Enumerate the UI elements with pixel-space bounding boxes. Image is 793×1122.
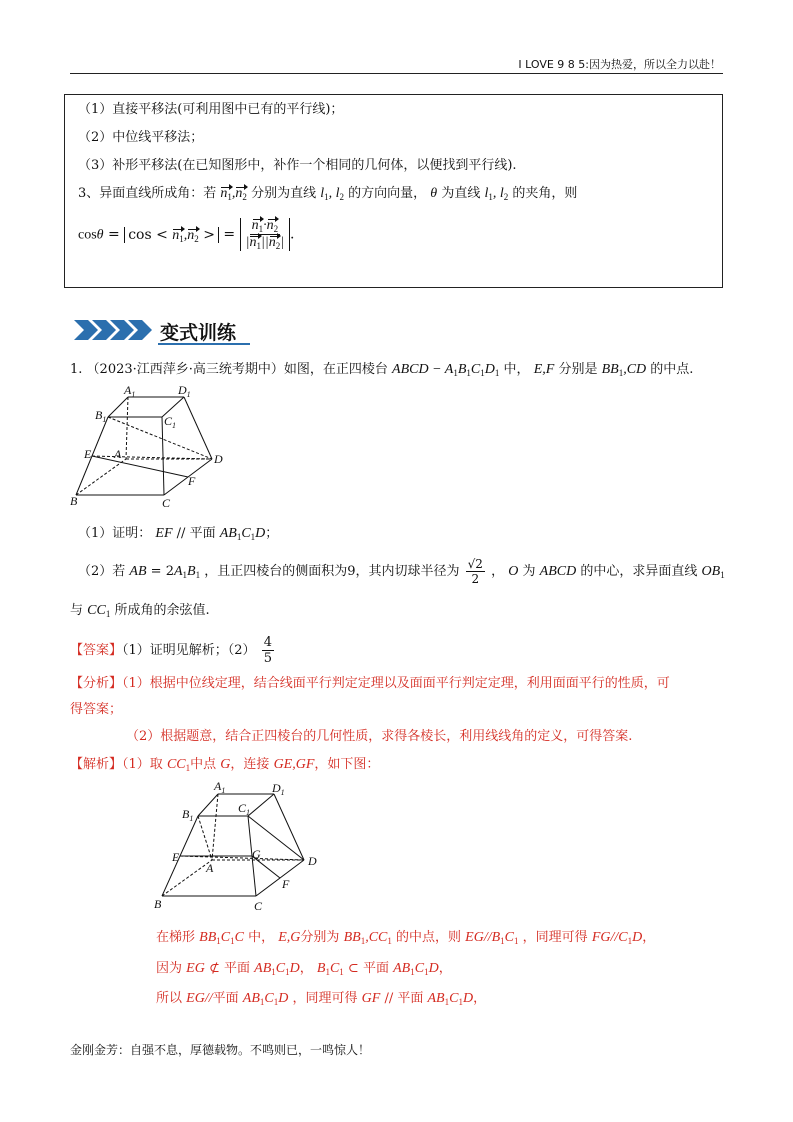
problem-stem: 1. （2023·江西萍乡·高三统考期中）如图，在正四棱台 ABCD − $A_1B_1C_1D_1$ 中， E,F 分别是 $BB_1,CD$ 的中点. [70, 362, 694, 378]
svg-text:C: C [254, 899, 263, 913]
svg-text:B: B [70, 494, 78, 508]
solution-step-2: 在梯形 $BB_1C_1C$ 中， E,G分别为 $BB_1,CC_1$ 的中点，则 $EG//B_1C_1$ ，同理可得 $FG//C_1D$， [156, 930, 656, 946]
svg-text:A: A [206, 861, 214, 875]
svg-text:E: E [172, 850, 180, 864]
section-chevron-icon [74, 318, 158, 342]
part-2-line-1: （2）若 AB = $2A_1B_1$ ，且正四棱台的侧面积为9，其内切球半径为 $\frac{√2}{2}$ ， O 为 ABCD 的中心，求异面直线 $OB_1$ [78, 557, 725, 586]
cos-formula: $\cos\theta = \cos < n_1,n_2$ > = $\frac{n_1\cdot n_2}{|n_1||n_2|}$ . [78, 218, 295, 251]
svg-text:C: C [162, 496, 171, 510]
answer-line: 【答案】（1）证明见解析；（2） $\frac{4}{5}$ [70, 635, 272, 666]
footer-motto: 金刚金芳：自强不息，厚德载物。不鸣则已，一鸣惊人！ [70, 1043, 371, 1057]
svg-text:B1: $B_1$ [95, 408, 107, 424]
svg-text:D: D [214, 452, 223, 466]
solution-step-1: 【解析】（1）取 $CC_1$中点 G，连接 GE,GF，如下图： [70, 757, 380, 773]
part-1: （1）证明： EF // 平面 $AB_1C_1D$； [78, 526, 279, 542]
section-title: 变式训练 [160, 322, 237, 344]
svg-text:A1: $A_1$ [214, 779, 226, 795]
svg-text:D: D [308, 854, 317, 868]
svg-text:A: A [114, 447, 122, 461]
method-item-1: （1）直接平移法(可利用图中已有的平行线)； [78, 102, 344, 117]
analysis-line-3: （2）根据题意，结合正四棱台的几何性质，求得各棱长，利用线线角的定义，可得答案. [126, 729, 633, 744]
header-rule [70, 73, 723, 74]
svg-text:D1: $D_1$ [178, 383, 191, 399]
method-item-4: 3、异面直线所成角：若 $n_1,n_2$ 分别为直线 $l_1$, $l_2$ 的方向向量， θ 为直线 $l_1$, $l_2$ 的夹角，则 [78, 186, 578, 202]
frustum-figure [66, 383, 236, 513]
svg-text:F: F [282, 877, 290, 891]
part-2-line-2: 与 $CC_1$ 所成角的余弦值. [70, 603, 210, 619]
method-item-2: （2）中位线平移法； [78, 130, 204, 145]
frustum-figure-solution [150, 778, 330, 914]
analysis-line-1: 【分析】（1）根据中位线定理，结合线面平行判定定理以及面面平行判定定理，利用面面平行的性质，可 [70, 676, 670, 691]
svg-text:C1: $C_1$ [164, 414, 177, 430]
svg-text:C1: $C_1$ [238, 801, 251, 817]
solution-step-3: 因为 EG ⊄ 平面 $AB_1C_1D$， $B_1C_1$ ⊂ 平面 $AB_1C_1D$， [156, 961, 452, 977]
method-item-3: （3）补形平移法(在已知图形中，补作一个相同的几何体，以便找到平行线). [78, 158, 517, 173]
svg-text:B1: $B_1$ [182, 807, 194, 823]
svg-text:F: F [188, 474, 196, 488]
analysis-line-2: 得答案； [70, 702, 123, 717]
svg-text:B: B [154, 897, 162, 911]
header-slogan: I LOVE 9 8 5:因为热爱，所以全力以赴！ [518, 58, 721, 71]
svg-text:A1: $A_1$ [124, 383, 136, 399]
svg-text:G: G [252, 847, 261, 861]
svg-text:E: E [84, 447, 92, 461]
svg-text:D1: $D_1$ [272, 781, 285, 797]
solution-step-4: 所以 EG//平面 $AB_1C_1D$ ，同理可得 GF // 平面 $AB_1C_1D$， [156, 991, 487, 1007]
section-underline [158, 343, 250, 345]
